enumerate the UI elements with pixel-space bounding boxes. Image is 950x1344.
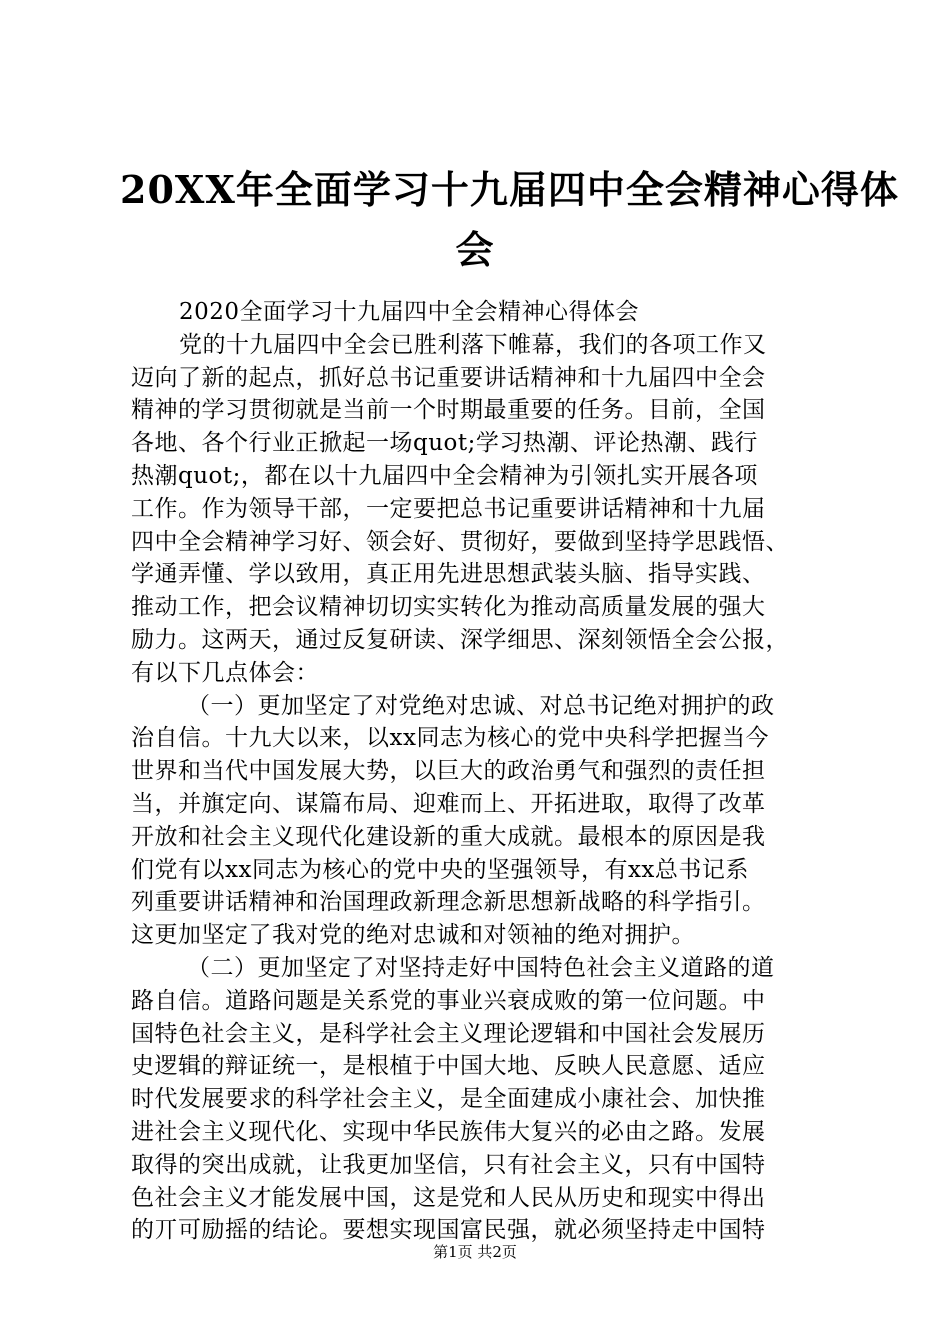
text-line: 色社会主义才能发展中国，这是党和人民从历史和现实中得出 <box>131 1184 766 1211</box>
text-line: 开放和社会主义现代化建设新的重大成就。最根本的原因是我 <box>131 823 766 850</box>
subtitle-line: 2020全面学习十九届四中全会精神心得体会 <box>179 299 640 325</box>
text-line: 取得的突出成就，让我更加坚信，只有社会主义，只有中国特 <box>131 1151 766 1178</box>
text-line: 励力。这两天，通过反复研读、深学细思、深刻领悟全会公报， <box>131 626 789 653</box>
text-line: 们党有以xx同志为核心的党中央的坚强领导，有xx总书记系 <box>131 856 749 883</box>
section-heading-line: （一）更加坚定了对党绝对忠诚、对总书记绝对拥护的政 <box>187 692 775 719</box>
text-line: 四中全会精神学习好、领会好、贯彻好，要做到坚持学思践悟、 <box>131 528 789 555</box>
section-heading-line: （二）更加坚定了对坚持走好中国特色社会主义道路的道 <box>187 954 775 981</box>
text-line: 治自信。十九大以来，以xx同志为核心的党中央科学把握当今 <box>131 725 769 752</box>
text-line: 热潮quot;，都在以十九届四中全会精神为引领扎实开展各项 <box>131 462 758 489</box>
text-line: 精神的学习贯彻就是当前一个时期最重要的任务。目前，全国 <box>131 397 766 424</box>
text-line: 时代发展要求的科学社会主义，是全面建成小康社会、加快推 <box>131 1086 766 1113</box>
text-line: 推动工作，把会议精神切切实实转化为推动高质量发展的强大 <box>131 594 766 621</box>
text-line: 国特色社会主义，是科学社会主义理论逻辑和中国社会发展历 <box>131 1020 766 1047</box>
text-line: 工作。作为领导干部，一定要把总书记重要讲话精神和十九届 <box>131 495 766 522</box>
document-body <box>131 296 851 1247</box>
text-line: 的丌可励摇的结论。要想实现国富民强，就必须坚持走中国特 <box>131 1217 766 1244</box>
text-line: 各地、各个行业正掀起一场quot;学习热潮、评论热潮、践行 <box>131 430 758 457</box>
text-line: 史逻辑的辩证统一，是根植于中国大地、反映人民意愿、适应 <box>131 1053 766 1080</box>
text-line: 列重要讲话精神和治国理政新理念新思想新战略的科学指引。 <box>131 889 766 916</box>
title-line-2: 会 <box>455 227 495 272</box>
text-line: 学通弄懂、学以致用，真正用先进思想武装头脑、指导实践、 <box>131 561 766 588</box>
text-line: 党的十九届四中全会已胜利落下帷幕，我们的各项工作又 <box>179 331 767 358</box>
page-number: 第1页 共2页 <box>433 1243 517 1261</box>
text-line: 迈向了新的起点，抓好总书记重要讲话精神和十九届四中全会 <box>131 364 766 391</box>
text-line: 这更加坚定了我对党的绝对忠诚和对领袖的绝对拥护。 <box>131 922 695 949</box>
text-line: 世界和当代中国发展大势，以巨大的政治勇气和强烈的责任担 <box>131 758 766 785</box>
document-title <box>120 160 899 280</box>
page-footer <box>0 1240 950 1264</box>
text-line: 路自信。道路问题是关系党的事业兴衰成败的第一位问题。中 <box>131 987 766 1014</box>
text-line: 进社会主义现代化、实现中华民族伟大复兴的必由之路。发展 <box>131 1118 766 1145</box>
title-line-1: 20XX年全面学习十九届四中全会精神心得体 <box>120 167 899 212</box>
text-line: 当，并旗定向、谋篇布局、迎难而上、开拓进取，取得了改革 <box>131 790 766 817</box>
text-line: 有以下几点体会： <box>131 659 319 686</box>
